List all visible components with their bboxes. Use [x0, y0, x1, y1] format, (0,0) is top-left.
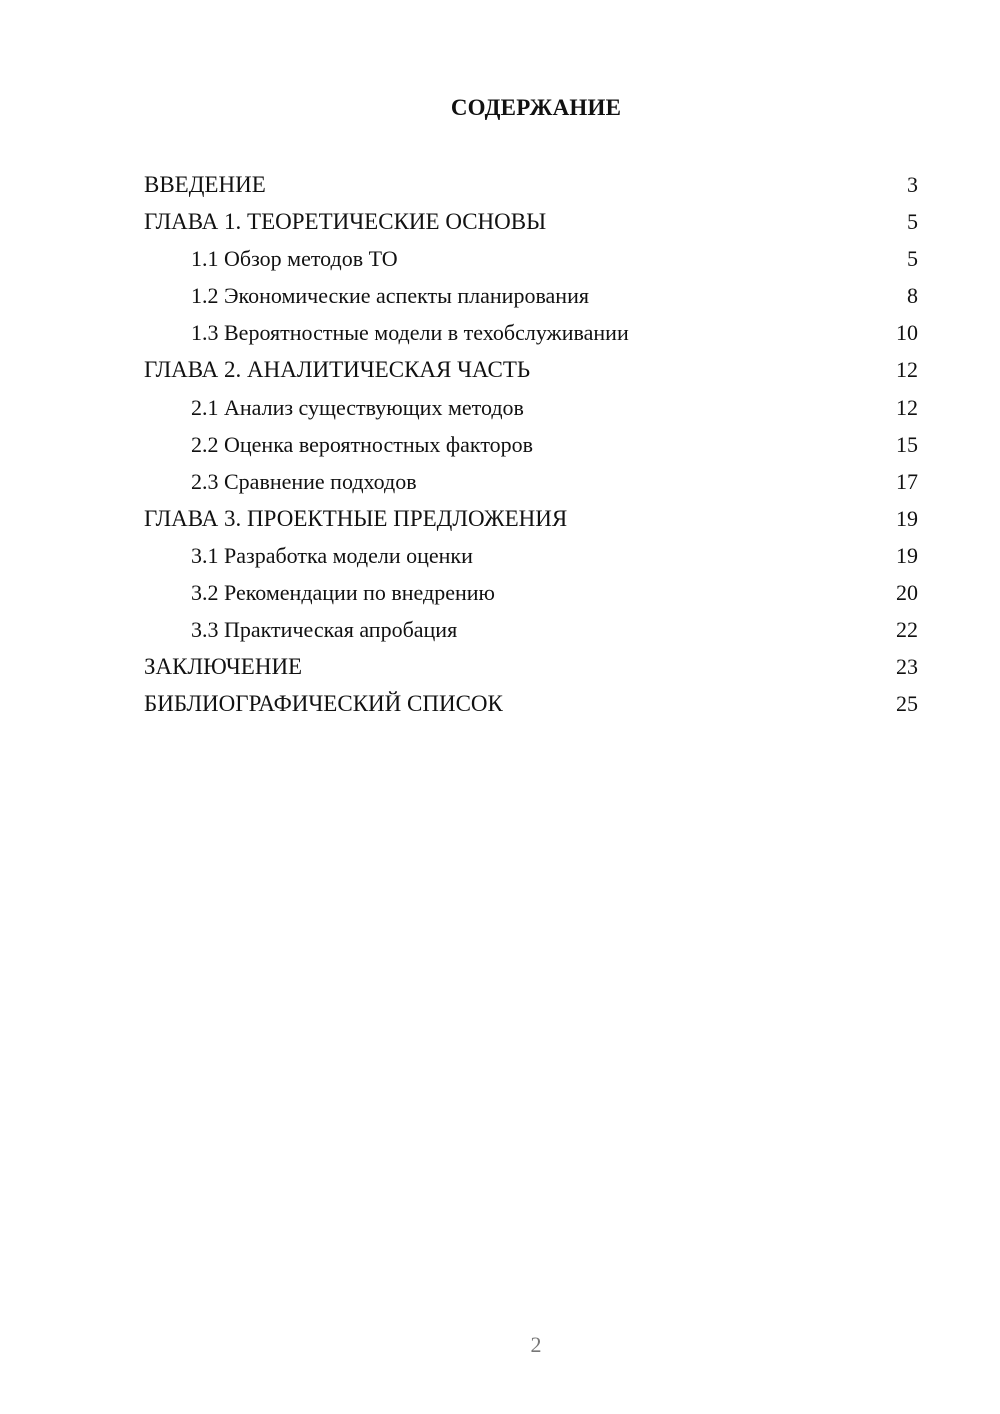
toc-entry-page-number: 23	[896, 654, 918, 680]
toc-entry-label: ГЛАВА 3. ПРОЕКТНЫЕ ПРЕДЛОЖЕНИЯ	[144, 505, 568, 531]
toc-entry-page-number: 19	[896, 542, 918, 568]
toc-section-entry	[144, 277, 918, 314]
toc-section-entry	[144, 389, 918, 426]
toc-entry-label: 2.1 Анализ существующих методов	[191, 394, 524, 420]
toc-chapter-entry	[144, 203, 918, 240]
toc-entry-page-number: 12	[896, 394, 918, 420]
toc-chapter-entry	[144, 500, 918, 537]
toc-entry-page-number: 20	[896, 580, 918, 606]
toc-entry-label: 2.3 Сравнение подходов	[191, 468, 417, 494]
toc-entry-page-number: 19	[896, 505, 918, 531]
toc-entry-page-number: 22	[896, 617, 918, 643]
toc-section-entry	[144, 537, 918, 574]
toc-entry-page-number: 8	[907, 283, 918, 309]
page-number: 2	[530, 1332, 542, 1357]
toc-entry-label: 1.3 Вероятностные модели в техобслуживании	[191, 320, 629, 346]
table-of-contents	[144, 166, 918, 722]
toc-entry-label: 2.2 Оценка вероятностных факторов	[191, 431, 534, 457]
toc-entry-label: 3.1 Разработка модели оценки	[191, 542, 473, 568]
toc-entry-label: ЗАКЛЮЧЕНИЕ	[144, 654, 303, 680]
toc-entry-page-number: 12	[896, 357, 918, 383]
toc-section-entry	[144, 314, 918, 351]
toc-entry-label: ГЛАВА 2. АНАЛИТИЧЕСКАЯ ЧАСТЬ	[144, 357, 531, 383]
toc-entry-label: 1.1 Обзор методов ТО	[191, 246, 398, 272]
toc-entry-label: ВВЕДЕНИЕ	[144, 172, 266, 197]
toc-entry-page-number: 3	[907, 172, 918, 197]
toc-chapter-entry	[144, 351, 918, 388]
toc-chapter-entry	[144, 685, 918, 722]
toc-entry-label: 1.2 Экономические аспекты планирования	[191, 283, 589, 309]
toc-entry-page-number: 15	[896, 431, 918, 457]
toc-entry-label: ГЛАВА 1. ТЕОРЕТИЧЕСКИЕ ОСНОВЫ	[144, 209, 547, 235]
toc-entry-page-number: 25	[896, 691, 918, 717]
toc-chapter-entry	[144, 166, 918, 203]
toc-section-entry	[144, 426, 918, 463]
toc-section-entry	[144, 463, 918, 500]
toc-entry-page-number: 5	[907, 209, 918, 235]
toc-entry-label: 3.2 Рекомендации по внедрению	[191, 580, 495, 606]
page-title: СОДЕРЖАНИЕ	[450, 95, 622, 120]
toc-section-entry	[144, 240, 918, 277]
toc-section-entry	[144, 611, 918, 648]
toc-entry-page-number: 10	[896, 320, 918, 346]
toc-entry-page-number: 17	[896, 468, 918, 494]
toc-chapter-entry	[144, 648, 918, 685]
toc-entry-label: БИБЛИОГРАФИЧЕСКИЙ СПИСОК	[144, 691, 503, 717]
toc-section-entry	[144, 574, 918, 611]
toc-entry-page-number: 5	[907, 246, 918, 272]
toc-entry-label: 3.3 Практическая апробация	[191, 617, 458, 643]
